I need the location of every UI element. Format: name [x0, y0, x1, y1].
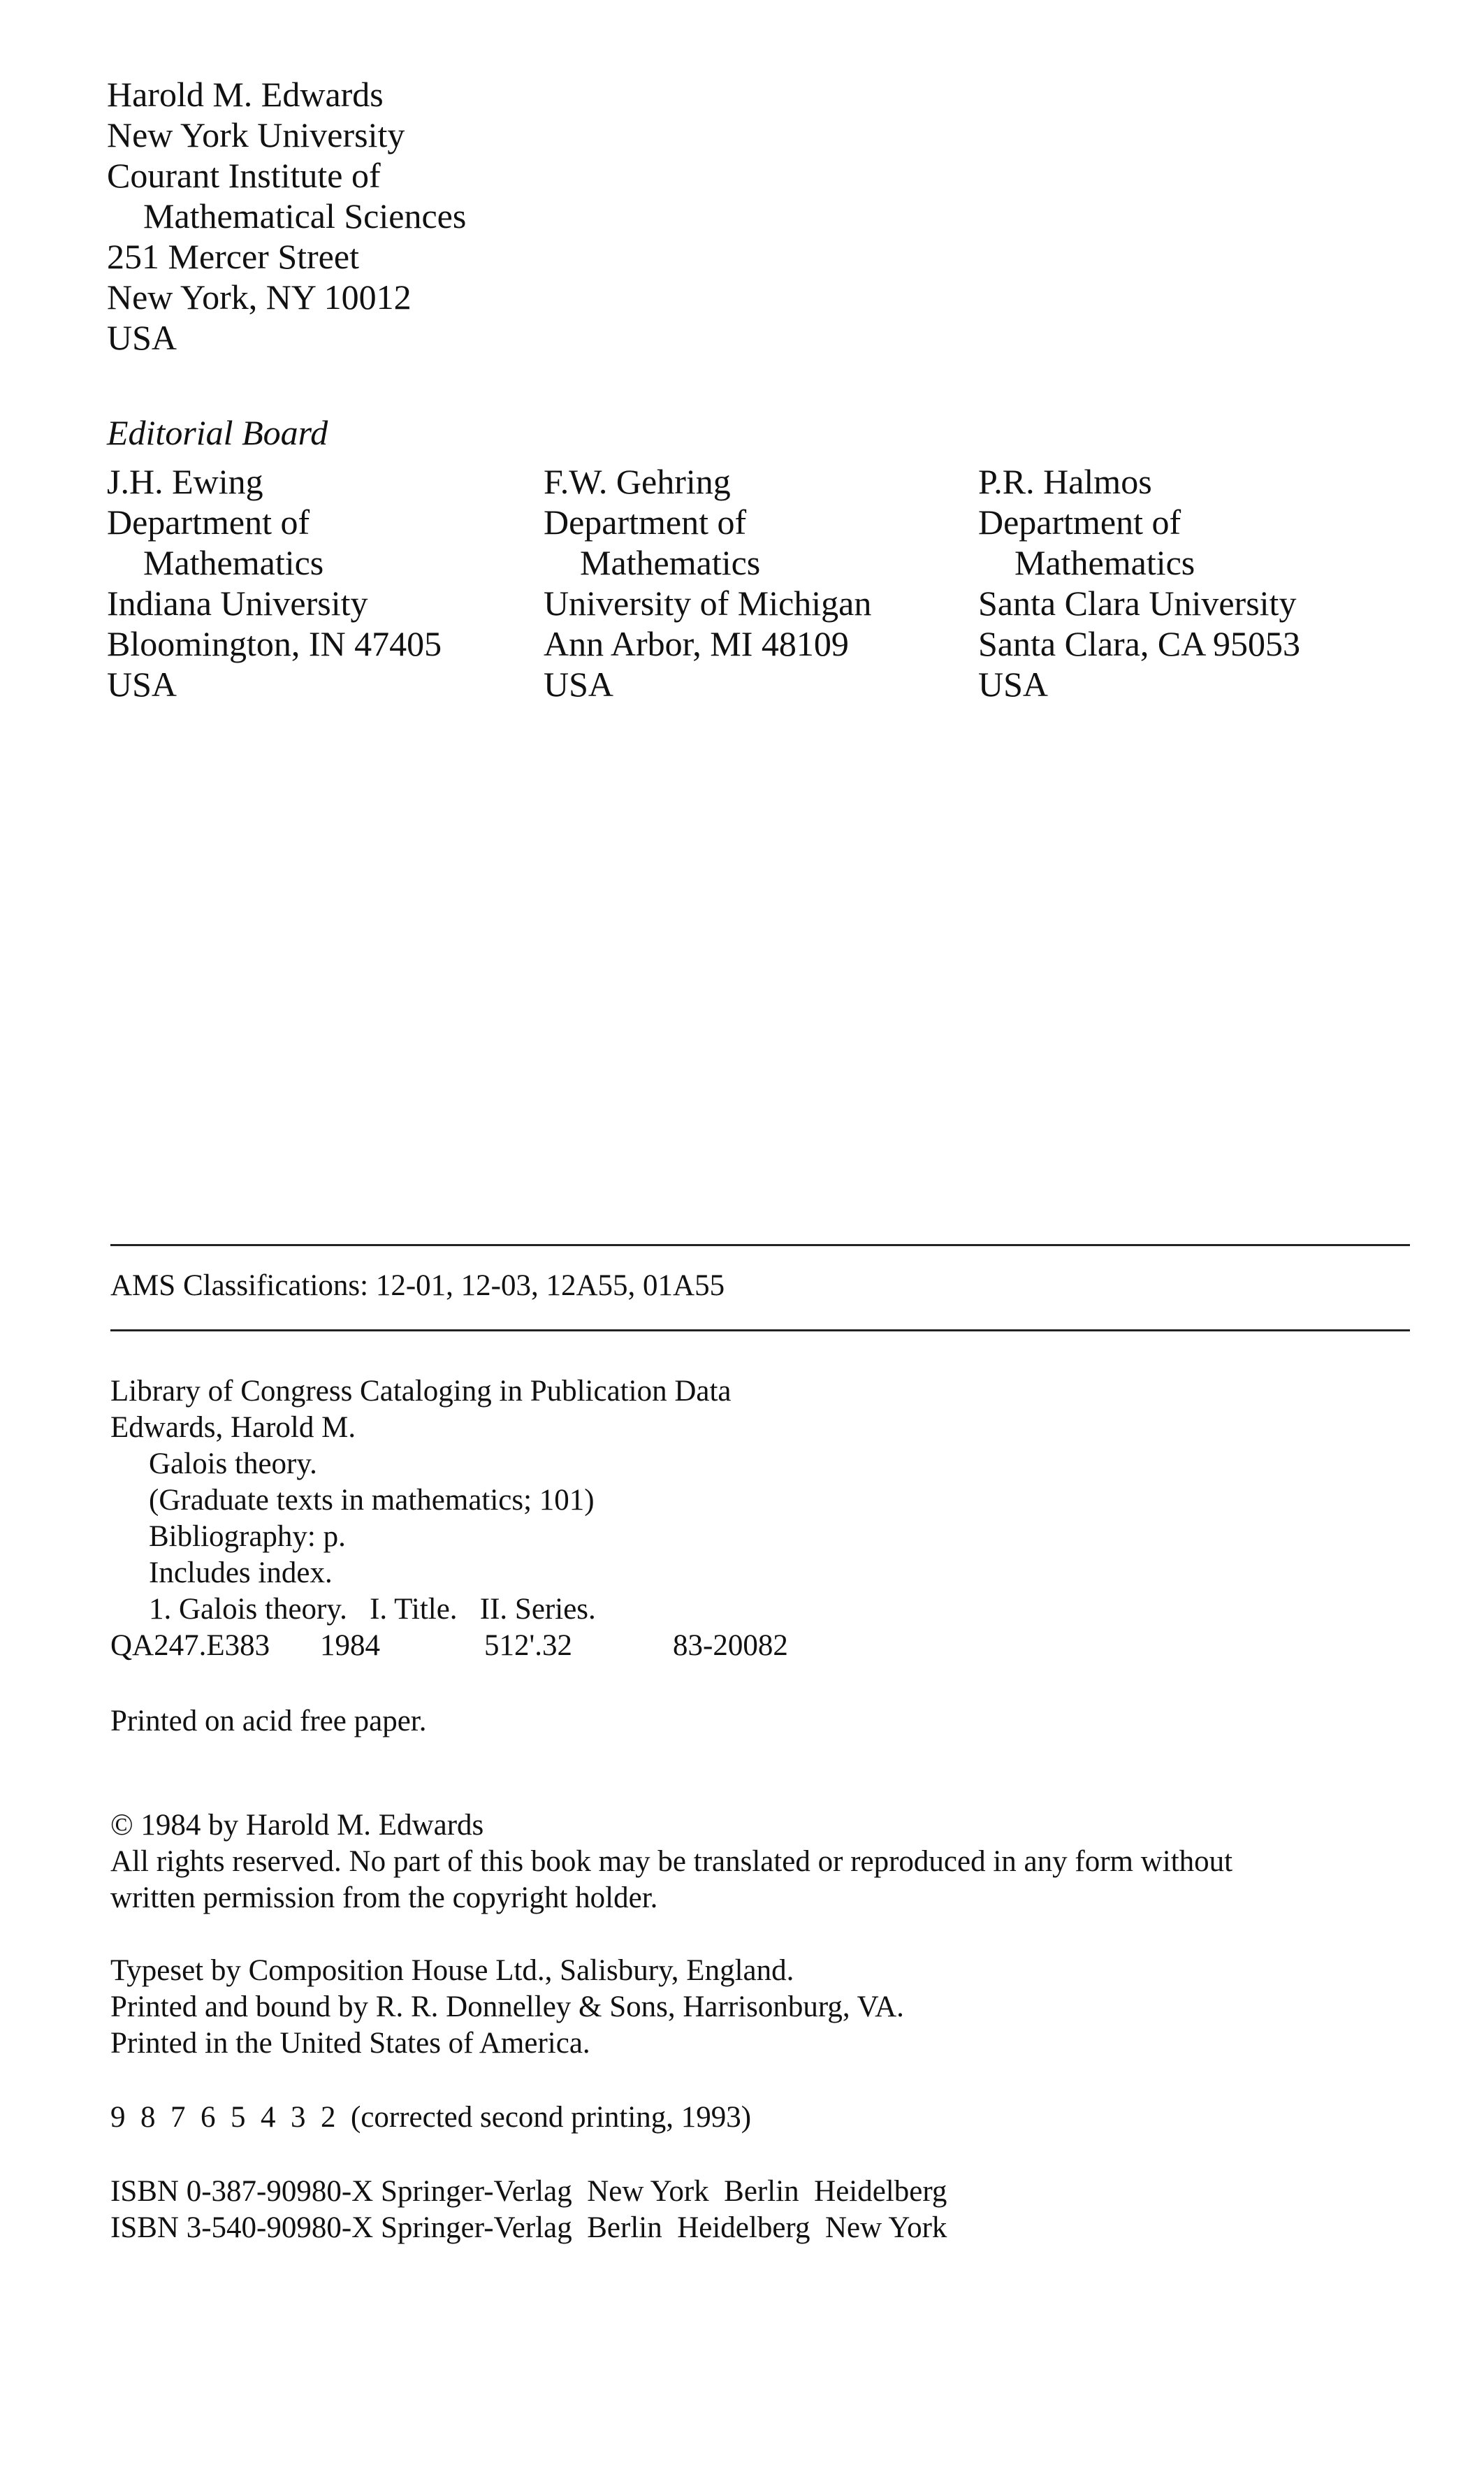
cip-work: Galois theory.: [149, 1447, 317, 1480]
rights-line-1: All rights reserved. No part of this book may be translated or reproduced in any form without: [110, 1845, 1233, 1878]
author-street: 251 Mercer Street: [107, 237, 359, 276]
production-block: [110, 1953, 904, 2062]
editor-dept-cont: Mathematics: [580, 543, 761, 582]
cip-author: Edwards, Harold M.: [110, 1411, 356, 1444]
author-institute-cont: Mathematical Sciences: [143, 196, 467, 236]
editor-institution: Indiana University: [107, 584, 368, 623]
editorial-board-heading: Editorial Board: [107, 413, 328, 452]
editor-city: Santa Clara, CA 95053: [978, 624, 1301, 663]
printed-bound-line: Printed and bound by R. R. Donnelley & Sons, Harrisonburg, VA.: [110, 1990, 904, 2023]
editor-halmos: [978, 461, 1300, 704]
bottom-rule: [110, 1329, 1410, 1331]
editor-city: Bloomington, IN 47405: [107, 624, 442, 663]
typeset-line: Typeset by Composition House Ltd., Salisbury, England.: [110, 1954, 794, 1987]
editor-dept: Department of: [544, 503, 747, 542]
author-institute: Courant Institute of: [107, 156, 381, 195]
printing-line: 9 8 7 6 5 4 3 2 (corrected second printing, 1993): [110, 2101, 752, 2134]
isbn-line-2: ISBN 3-540-90980-X Springer-Verlag Berlin Heidelberg New York: [110, 2211, 947, 2244]
cip-data: [110, 1373, 788, 1664]
author-university: New York University: [107, 115, 405, 154]
editor-city: Ann Arbor, MI 48109: [544, 624, 849, 663]
editor-country: USA: [978, 665, 1049, 704]
isbn-block: [110, 2174, 947, 2246]
editor-country: USA: [544, 665, 614, 704]
ams-classifications: AMS Classifications: 12-01, 12-03, 12A55, 01A55: [110, 1269, 725, 1302]
author-city: New York, NY 10012: [107, 277, 412, 317]
cip-year: 1984: [320, 1629, 380, 1662]
cip-subjects: 1. Galois theory. I. Title. II. Series.: [149, 1593, 596, 1626]
editor-ewing: [107, 461, 442, 704]
editor-dept-cont: Mathematics: [143, 543, 324, 582]
author-name: Harold M. Edwards: [107, 75, 384, 114]
isbn-line-1: ISBN 0-387-90980-X Springer-Verlag New York Berlin Heidelberg: [110, 2175, 947, 2208]
editor-name: F.W. Gehring: [544, 462, 731, 501]
copyright-block: [110, 1807, 1232, 1916]
cip-bibliography: Bibliography: p.: [149, 1520, 346, 1553]
editor-institution: Santa Clara University: [978, 584, 1297, 623]
editor-dept: Department of: [978, 503, 1181, 542]
author-address: [107, 74, 466, 358]
editor-country: USA: [107, 665, 177, 704]
cip-catalog-row: [110, 1628, 788, 1664]
cip-lccn: 83-20082: [673, 1629, 788, 1662]
editor-name: P.R. Halmos: [978, 462, 1152, 501]
editor-name: J.H. Ewing: [107, 462, 263, 501]
cip-call-number: QA247.E383: [110, 1629, 270, 1662]
cip-index: Includes index.: [149, 1556, 333, 1589]
cip-series: (Graduate texts in mathematics; 101): [149, 1484, 595, 1517]
editor-gehring: [544, 461, 871, 704]
cip-dewey: 512'.32: [484, 1629, 572, 1662]
author-country: USA: [107, 318, 177, 357]
editor-dept: Department of: [107, 503, 310, 542]
editor-dept-cont: Mathematics: [1014, 543, 1195, 582]
top-rule: [110, 1244, 1410, 1246]
rights-line-2: written permission from the copyright holder.: [110, 1881, 658, 1914]
editor-institution: University of Michigan: [544, 584, 872, 623]
copyright-line: © 1984 by Harold M. Edwards: [110, 1809, 484, 1842]
cip-title: Library of Congress Cataloging in Publication Data: [110, 1375, 732, 1408]
paper-note: Printed on acid free paper.: [110, 1705, 427, 1737]
printed-in-line: Printed in the United States of America.: [110, 2027, 590, 2060]
